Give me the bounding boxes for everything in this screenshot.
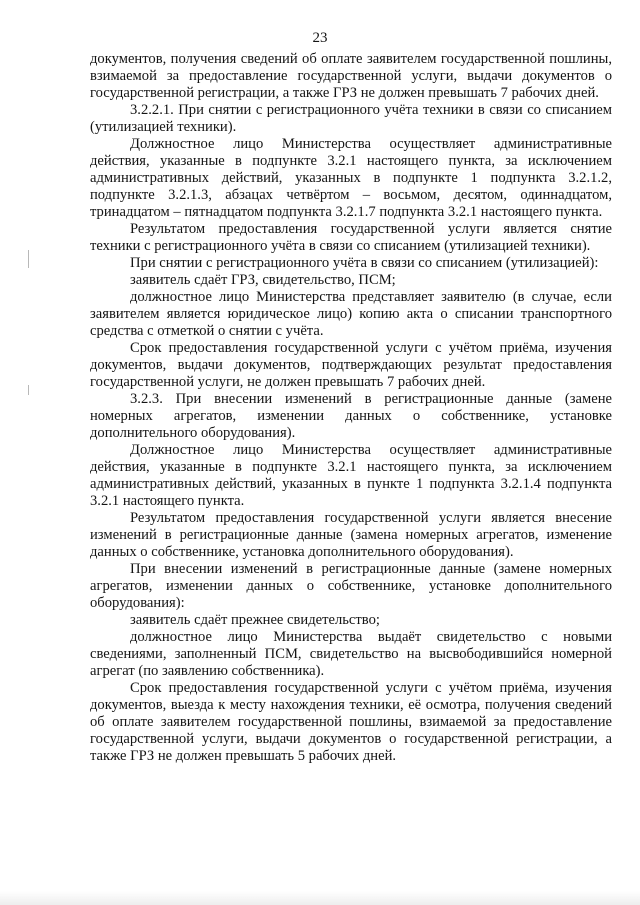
paragraph: должностное лицо Министерства выдаёт свидетельство с новыми сведениями, заполненный ПСМ, свидетельство на высвободившийся номерной агрегат (по заявлению собственника). bbox=[90, 629, 612, 679]
paragraph: При внесении изменений в регистрационные данные (замене номерных агрегатов, изменении данных о собственнике, установке дополнительного оборудования): bbox=[90, 561, 612, 611]
paragraph: 3.2.2.1. При снятии с регистрационного учёта техники в связи со списанием (утилизацией техники). bbox=[90, 102, 612, 135]
paragraph: заявитель сдаёт ГРЗ, свидетельство, ПСМ; bbox=[130, 272, 396, 288]
paragraph: Должностное лицо Министерства осуществляет административные действия, указанные в подпункте 3.2.1 настоящего пункта, за исключением административных действий, указанных в подпункте 1 подпункта 3.2.1.2, подпункте 3.2.1.3, абзацах четвёртом – восьмом, десятом, одиннадцатом, тринадцатом – пятнадцатом подпункта 3.2.1.7 подпункта 3.2.1 настоящего пункта. bbox=[90, 136, 612, 220]
paragraph: Срок предоставления государственной услуги с учётом приёма, изучения документов, выезда к месту нахождения техники, её осмотра, получения сведений об оплате заявителем государственной пошлины, взимаемой за предоставление государственной услуги, выдачи документов о государственной регистрации, а также ГРЗ не должен превышать 5 рабочих дней. bbox=[90, 680, 612, 764]
scan-edge-mark bbox=[28, 250, 29, 268]
paragraph: Должностное лицо Министерства осуществляет административные действия, указанные в подпункте 3.2.1 настоящего пункта, за исключением административных действий, указанных в пункте 1 подпункта 3.2.1.4 подпункта 3.2.1 настоящего пункта. bbox=[90, 442, 612, 509]
paragraph: Результатом предоставления государственной услуги является внесение изменений в регистрационные данные (замена номерных агрегатов, изменение данных о собственнике, установка дополнительного оборудования). bbox=[90, 510, 612, 560]
paragraph: документов, получения сведений об оплате заявителем государственной пошлины, взимаемой за предоставление государственной услуги, выдачи документов о государственной регистрации, а также ГРЗ не должен превышать 7 рабочих дней. bbox=[90, 51, 612, 101]
paragraph: Срок предоставления государственной услуги с учётом приёма, изучения документов, выдачи документов, подтверждающих результат предоставления государственной услуги, не должен превышать 7 рабочих дней. bbox=[90, 340, 612, 390]
paragraph: заявитель сдаёт прежнее свидетельство; bbox=[130, 612, 380, 628]
paragraph: должностное лицо Министерства представляет заявителю (в случае, если заявителем является юридическое лицо) копию акта о списании транспортного средства с отметкой о снятии с учёта. bbox=[90, 289, 612, 339]
paragraph: Результатом предоставления государственной услуги является снятие техники с регистрационного учёта в связи со списанием (утилизацией техники). bbox=[90, 221, 612, 254]
scan-bottom-edge bbox=[0, 891, 640, 905]
paragraph: При снятии с регистрационного учёта в связи со списанием (утилизацией): bbox=[130, 255, 599, 271]
paragraph: 3.2.3. При внесении изменений в регистрационные данные (замене номерных агрегатов, изменении данных о собственнике, установке дополнительного оборудования). bbox=[90, 391, 612, 441]
document-body bbox=[90, 51, 612, 765]
page-number: 23 bbox=[312, 30, 328, 46]
scan-edge-mark bbox=[28, 385, 29, 395]
